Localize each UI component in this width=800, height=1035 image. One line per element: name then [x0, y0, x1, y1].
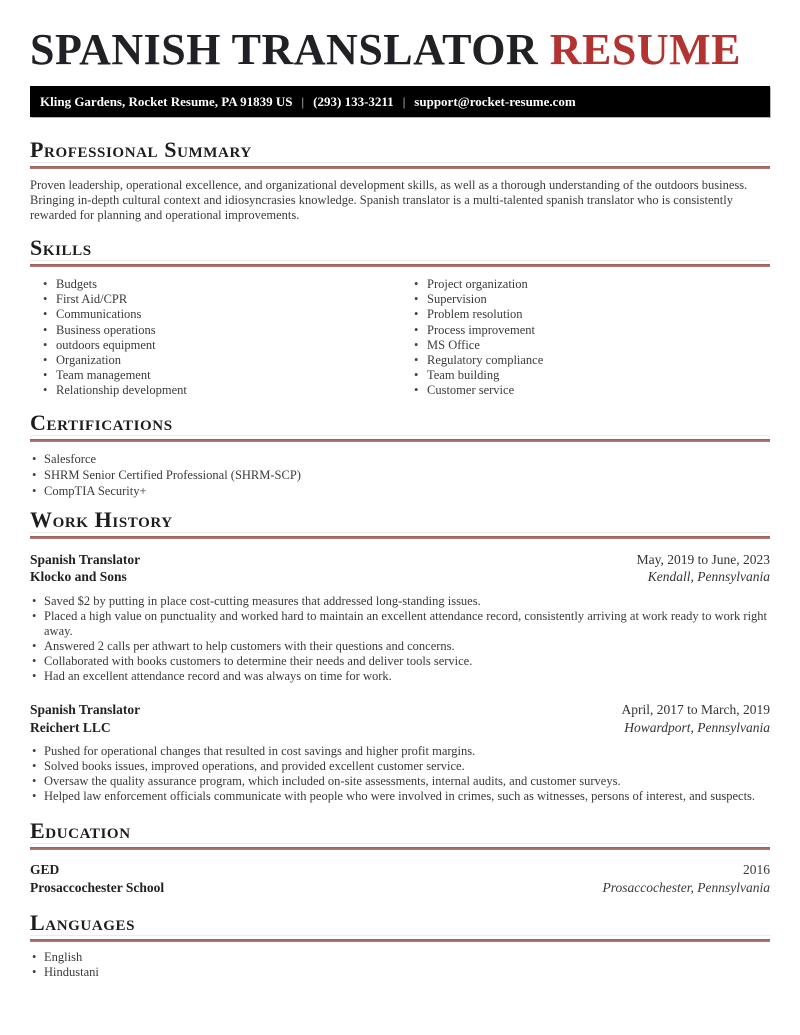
section-rule [30, 536, 770, 539]
list-item: • Had an excellent attendance record and was always on time for work. [30, 669, 770, 684]
contact-phone: (293) 133-3211 [313, 93, 394, 109]
list-item: • Budgets [30, 277, 399, 292]
list-item: • Collaborated with books customers to determine their needs and deliver tools service. [30, 654, 770, 669]
education-school-row [30, 879, 770, 897]
list-item: • Customer service [401, 383, 770, 398]
job-entry-2 [30, 701, 770, 804]
section-professional-summary [30, 138, 770, 223]
contact-address: Kling Gardens, Rocket Resume, PA 91839 US [40, 93, 293, 109]
list-item: • English [30, 950, 770, 966]
summary-heading: Professional Summary [30, 138, 770, 163]
contact-separator: | [301, 93, 305, 109]
list-item: • First Aid/CPR [30, 292, 399, 307]
job-company-row [30, 719, 770, 737]
education-degree: GED [30, 861, 60, 877]
list-item: • Problem resolution [401, 307, 770, 322]
contact-separator: | [402, 93, 406, 109]
job-entry-1 [30, 551, 770, 685]
education-school: Prosaccochester School [30, 879, 165, 895]
skills-list-right [401, 277, 770, 399]
page-title-accent: RESUME [549, 25, 741, 74]
education-location: Prosaccochester, Pennsylvania [602, 879, 770, 895]
job-company: Reichert LLC [30, 719, 111, 735]
job-title: Spanish Translator [30, 551, 141, 567]
skills-list-left [30, 277, 399, 399]
job-dates: April, 2017 to March, 2019 [621, 702, 770, 718]
list-item: • Pushed for operational changes that resulted in cost savings and higher profit margins. [30, 744, 770, 759]
page-title-main: SPANISH TRANSLATOR [30, 25, 550, 74]
job-company: Klocko and Sons [30, 569, 127, 585]
contact-email: support@rocket-resume.com [414, 93, 576, 109]
job-location: Kendall, Pennsylvania [647, 569, 770, 585]
section-rule [30, 439, 770, 442]
job-title-row [30, 551, 770, 569]
list-item: • Supervision [401, 292, 770, 307]
languages-heading: Languages [30, 911, 770, 936]
page-title [30, 27, 770, 73]
skills-column-right [399, 277, 770, 399]
section-rule [30, 166, 770, 169]
list-item: • Salesforce [30, 451, 770, 467]
work-history-heading: Work History [30, 508, 770, 533]
list-item: • Process improvement [401, 323, 770, 338]
section-work-history [30, 508, 770, 805]
list-item: • Regulatory compliance [401, 353, 770, 368]
list-item: • Team management [30, 368, 399, 383]
job-title-row [30, 701, 770, 719]
section-rule [30, 939, 770, 942]
list-item: • Answered 2 calls per athwart to help customers with their questions and concerns. [30, 639, 770, 654]
list-item: • Communications [30, 307, 399, 322]
list-item: • Relationship development [30, 383, 399, 398]
certifications-heading: Certifications [30, 411, 770, 436]
section-skills [30, 236, 770, 399]
section-languages [30, 911, 770, 981]
list-item: • Project organization [401, 277, 770, 292]
list-item: • Placed a high value on punctuality and worked hard to maintain an excellent attendance record, consistently arriving at work ready to work right away. [30, 609, 770, 639]
summary-text: Proven leadership, operational excellence, and organizational development skills, as well as a thorough understanding of the outdoors business. Bringing in-depth cultural context and idiosyncrasies knowledge. Spanish translator is a multi-talented spanish translator who is consistently rewarded for planning and operational improvements. [30, 178, 748, 222]
list-item: • CompTIA Security+ [30, 483, 770, 499]
list-item: • SHRM Senior Certified Professional (SHRM-SCP) [30, 467, 770, 483]
list-item: • Solved books issues, improved operations, and provided excellent customer service. [30, 759, 770, 774]
certifications-list [30, 451, 770, 499]
education-rows [30, 861, 770, 897]
list-item: • Helped law enforcement officials communicate with people who were involved in crimes, such as witnesses, persons of interest, and suspects. [30, 789, 770, 804]
list-item: • MS Office [401, 338, 770, 353]
section-rule [30, 847, 770, 850]
job-bullet-list [30, 594, 770, 685]
list-item: • Hindustani [30, 965, 770, 981]
job-company-row [30, 568, 770, 586]
skills-columns [30, 277, 770, 399]
contact-bar [30, 86, 770, 117]
section-rule [30, 264, 770, 267]
section-education [30, 819, 770, 897]
skills-heading: Skills [30, 236, 770, 261]
list-item: • outdoors equipment [30, 338, 399, 353]
education-degree-row [30, 861, 770, 879]
job-title: Spanish Translator [30, 702, 141, 718]
job-dates: May, 2019 to June, 2023 [636, 551, 770, 567]
skills-column-left [30, 277, 399, 399]
languages-list [30, 950, 770, 981]
list-item: • Team building [401, 368, 770, 383]
job-bullet-list [30, 744, 770, 804]
list-item: • Organization [30, 353, 399, 368]
job-location: Howardport, Pennsylvania [624, 719, 770, 735]
education-year: 2016 [743, 861, 770, 877]
list-item: • Business operations [30, 323, 399, 338]
list-item: • Oversaw the quality assurance program, which included on-site assessments, internal audits, and customer surveys. [30, 774, 770, 789]
list-item: • Saved $2 by putting in place cost-cutting measures that addressed long-standing issues. [30, 594, 770, 609]
section-certifications [30, 411, 770, 499]
education-heading: Education [30, 819, 770, 844]
